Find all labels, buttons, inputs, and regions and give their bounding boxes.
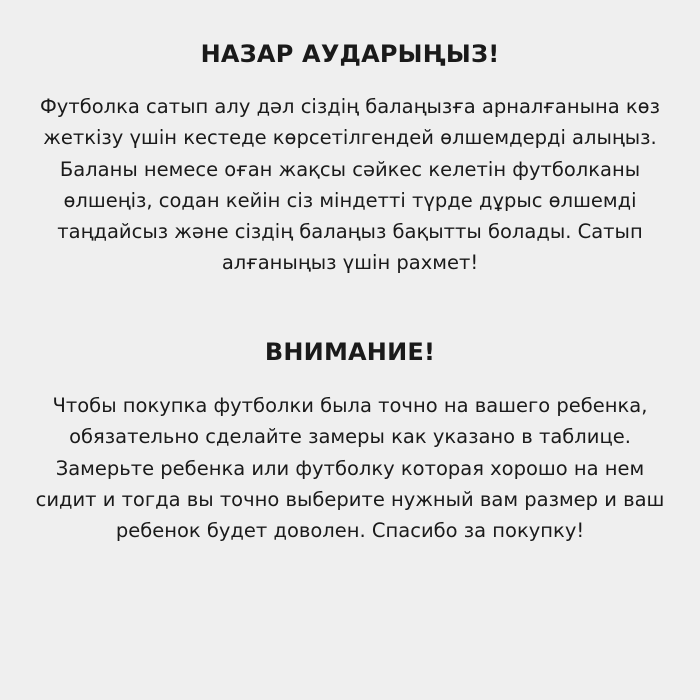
russian-paragraph — [30, 390, 670, 546]
kazakh-line: өлшеңіз, содан кейін сіз міндетті түрде дұрыс өлшемді — [63, 188, 637, 212]
kazakh-line: Баланы немесе оған жақсы сәйкес келетін футболканы — [59, 157, 641, 181]
russian-line: сидит и тогда вы точно выберите нужный вам размер и ваш — [35, 487, 665, 511]
kazakh-paragraph — [30, 91, 670, 279]
russian-line: Замерьте ребенка или футболку которая хорошо на нем — [55, 456, 645, 480]
kazakh-heading: НАЗАР АУДАРЫҢЫЗ! — [200, 40, 500, 68]
kazakh-line: таңдайсыз және сіздің балаңыз бақытты болады. Сатып — [57, 220, 643, 244]
russian-line: обязательно сделайте замеры как указано в таблице. — [69, 425, 631, 449]
russian-heading: ВНИМАНИЕ! — [264, 338, 436, 366]
russian-line: Чтобы покупка футболки была точно на вашего ребенка, — [52, 394, 648, 417]
russian-line: ребенок будет доволен. Спасибо за покупку! — [115, 519, 585, 543]
kazakh-line: Футболка сатып алу дәл сіздің балаңызға арналғанына көз — [40, 95, 660, 118]
kazakh-line: алғаныңыз үшін рахмет! — [221, 251, 479, 275]
kazakh-line: жеткізу үшін кестеде көрсетілгендей өлшемдерді алыңыз. — [43, 126, 657, 150]
